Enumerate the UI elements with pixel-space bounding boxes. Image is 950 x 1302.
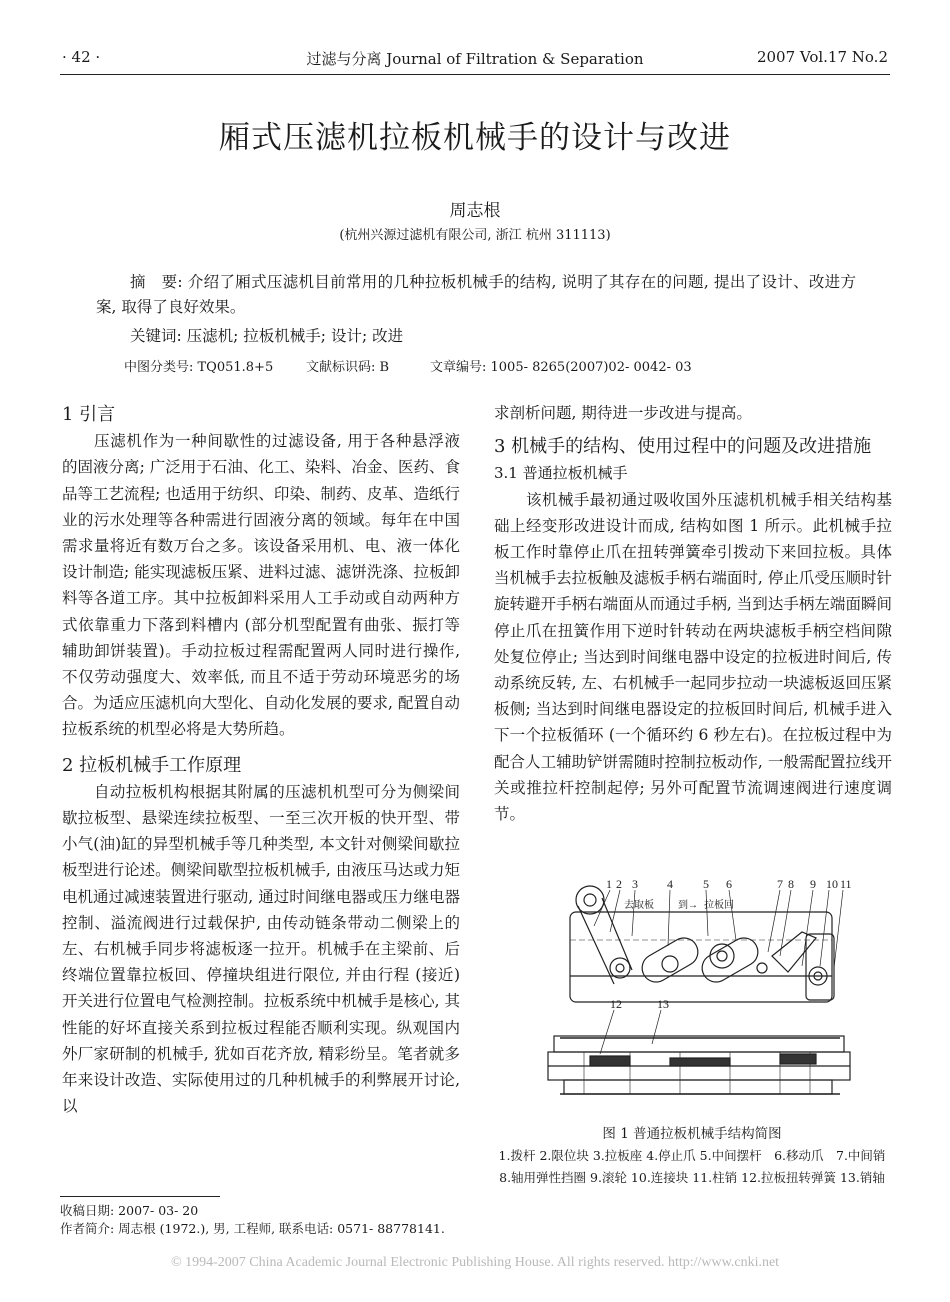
header-rule [60,74,890,75]
document-code: 文献标识码: B [306,360,390,375]
author-bio: 作者简介: 周志根 (1972.), 男, 工程师, 联系电话: 0571- 88778141. [60,1221,445,1236]
footnote-rule [60,1196,220,1197]
section-heading-3: 3 机械手的结构、使用过程中的问题及改进措施 [494,436,872,458]
callout-13: 13 [657,997,669,1011]
author-name: 周志根 [449,201,501,221]
callout-3: 3 [632,877,638,891]
legend-line: 8.轴用弹性挡圈 9.滚轮 10.连接块 11.柱销 12.拉板扭转弹簧 13.销轴 [499,1170,885,1185]
callout-12: 12 [610,997,622,1011]
callout-8: 8 [788,877,794,891]
section-heading-2: 2 拉板机械手工作原理 [62,754,242,776]
received-date: 收稿日期: 2007- 03- 20 [60,1203,199,1218]
label-go-fetch: 去取板 [624,900,654,911]
affiliation: (杭州兴源过滤机有限公司, 浙江 杭州 311113) [339,228,611,243]
abstract-text: 摘 要: 介绍了厢式压滤机目前常用的几种拉板机械手的结构, 说明了其存在的问题, 提出了设计、改进方案, 取得了良好效果。 [96,273,856,316]
paragraph: 压滤机作为一种间歇性的过滤设备, 用于各种悬浮液的固液分离; 广泛用于石油、化工、染料、冶金、医药、食品等工艺流程; 也适用于纺织、印染、制药、皮革、造纸行业的污水处理等各种需进行固液分离的领域。每年在中国需求量将近有数万台之多。该设备采用机、电、液一体化设计制造; 能实现滤板压紧、进料过滤、滤饼洗涤、拉板卸料等各道工序。其中拉板卸料采用人工手动或自动两种方式依靠重力下落到料槽内 (部分机型配置有曲张、振打等辅助卸饼装置)。手动拉板过程需配置两人同时进行操作, 不仅劳动强度大、效率低, 而且不适于劳动环境恶劣的场合。为适应压滤机向大型化、自动化发展的要求, 配置自动拉板系统的机型必将是大势所趋。 [62,432,460,739]
callout-10: 10 [826,877,838,891]
paragraph: 该机械手最初通过吸收国外压滤机机械手相关结构基础上经变形改进设计而成, 结构如图 1 所示。此机械手拉板工作时靠停止爪在扭转弹簧牵引拨动下来回拉板。具体当机械手去拉板触及滤板手柄右端面时, 停止爪受压顺时针旋转避开手柄右端面从而通过手柄, 当到达手柄左端面瞬间停止爪在扭簧作用下逆时针转动在两块滤板手柄空档间隙处复位停止; 当达到时间继电器中设定的拉板进时间后, 传动系统反转, 左、右机械手一起同步拉动一块滤板返回压紧板侧; 当达到时间继电器设定的拉板回时间后, 机械手进入下一个拉板循环 (一个循环约 6 秒左右)。在拉板过程中为配合人工辅助铲饼需随时控制拉板动作, 一般需配置拉线开关或推拉杆控制起停; 另外可配置节流调速阀进行速度调节。 [494,490,892,824]
label-arrive: 到→ [678,900,698,911]
clc-number: 中图分类号: TQ051.8+5 [124,360,274,375]
manipulator-drawing [540,876,850,1116]
callout-6: 6 [726,877,732,891]
keywords: 关键词: 压滤机; 拉板机械手; 设计; 改进 [130,327,404,345]
paragraph: 求剖析问题, 期待进一步改进与提高。 [494,404,752,422]
footnote [60,1202,445,1238]
section-heading-1: 1 引言 [62,404,116,425]
journal-name: 过滤与分离 Journal of Filtration & Separation [306,50,644,68]
article-title: 厢式压滤机拉板机械手的设计与改进 [219,120,731,156]
abstract [96,270,856,320]
article-number: 文章编号: 1005- 8265(2007)02- 0042- 03 [430,360,692,375]
callout-5: 5 [703,877,709,891]
subsection-heading: 3.1 普通拉板机械手 [494,464,628,483]
label-pull-back: 拉板回 [704,900,734,911]
callout-9: 9 [810,877,816,891]
callout-1: 1 [606,877,612,891]
page-number: · 42 · [62,48,101,66]
legend-line: 1.拨杆 2.限位块 3.拉板座 4.停止爪 5.中间摆杆 6.移动爪 7.中间销 [498,1148,886,1163]
figure-legend [494,1145,890,1189]
issue-info: 2007 Vol.17 No.2 [756,48,888,66]
figure-caption: 图 1 普通拉板机械手结构简图 [602,1126,782,1142]
callout-11: 11 [840,877,852,891]
callout-7: 7 [777,877,783,891]
left-column [62,402,460,1119]
figure-1 [540,876,850,1116]
callout-2: 2 [616,877,622,891]
callout-4: 4 [667,877,673,891]
copyright-watermark: © 1994-2007 China Academic Journal Electronic Publishing House. All rights reserved. http://www.cnki.net [170,1255,780,1270]
right-column [494,400,892,827]
paragraph: 自动拉板机构根据其附属的压滤机机型可分为侧梁间歇拉板型、悬梁连续拉板型、一至三次开板的快开型、带小气(油)缸的异型机械手等几种类型, 本文针对侧梁间歇拉板型进行论述。侧梁间歇型拉板机械手, 由液压马达或力矩电机通过减速装置进行驱动, 通过时间继电器或压力继电器控制、溢流阀进行过载保护, 由传动链条带动二侧梁上的左、右机械手同步将滤板逐一拉开。机械手在主梁前、后终端位置靠拉板回、停撞块组进行限位, 并由行程 (接近) 开关进行位置电气检测控制。拉板系统中机械手是核心, 其性能的好坏直接关系到拉板过程能否顺利实现。纵观国内外厂家研制的机械手, 犹如百花齐放, 精彩纷呈。笔者就多年来设计改造、实际使用过的几种机械手的利弊展开讨论, 以 [62,782,460,1116]
